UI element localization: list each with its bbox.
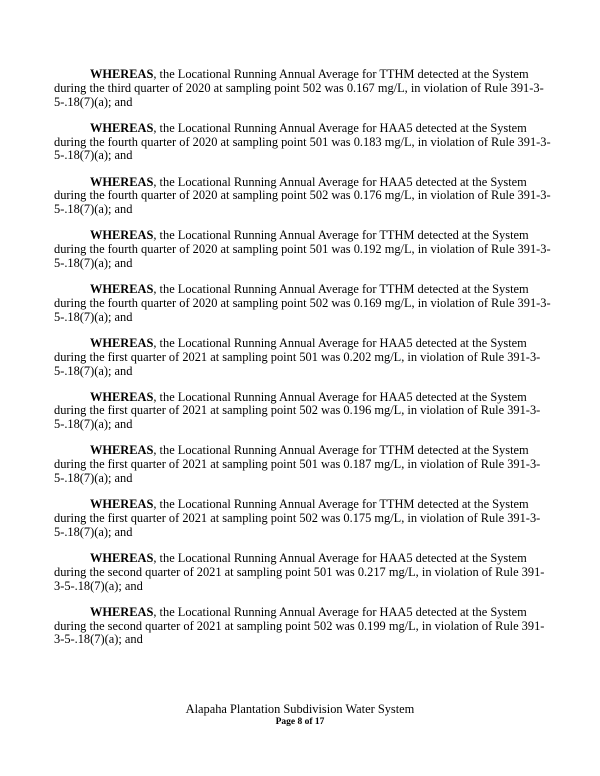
paragraph-text: , the Locational Running Annual Average for HAA5 detected at the System during the first quarter of 2021 at sampling point 502 was 0.196 mg/L, in violation of Rule 391-3-5-.18(7)(a); and bbox=[54, 389, 541, 432]
whereas-paragraph bbox=[54, 444, 554, 485]
whereas-paragraph bbox=[54, 391, 554, 432]
page-footer bbox=[0, 702, 600, 728]
paragraph-text: , the Locational Running Annual Average for HAA5 detected at the System during the fourth quarter of 2020 at sampling point 502 was 0.176 mg/L, in violation of Rule 391-3-5-.18(7)(a); and bbox=[54, 174, 551, 217]
paragraph-text: , the Locational Running Annual Average for TTHM detected at the System during the first quarter of 2021 at sampling point 501 was 0.187 mg/L, in violation of Rule 391-3-5-.18(7)(a); and bbox=[54, 443, 541, 486]
whereas-lead: WHEREAS bbox=[90, 551, 154, 566]
whereas-lead: WHEREAS bbox=[90, 389, 154, 404]
whereas-lead: WHEREAS bbox=[90, 228, 154, 243]
whereas-paragraph bbox=[54, 68, 554, 109]
whereas-paragraph bbox=[54, 337, 554, 378]
whereas-lead: WHEREAS bbox=[90, 120, 154, 135]
whereas-paragraph bbox=[54, 122, 554, 163]
whereas-paragraph bbox=[54, 176, 554, 217]
paragraph-text: , the Locational Running Annual Average for TTHM detected at the System during the fourth quarter of 2020 at sampling point 501 was 0.192 mg/L, in violation of Rule 391-3-5-.18(7)(a); and bbox=[54, 228, 551, 270]
whereas-lead: WHEREAS bbox=[90, 282, 154, 297]
whereas-lead: WHEREAS bbox=[90, 67, 154, 81]
whereas-paragraph bbox=[54, 498, 554, 539]
whereas-lead: WHEREAS bbox=[90, 335, 154, 350]
whereas-paragraph bbox=[54, 229, 554, 270]
paragraph-text: , the Locational Running Annual Average for HAA5 detected at the System during the second quarter of 2021 at sampling point 502 was 0.199 mg/L, in violation of Rule 391-3-5-.18(7)(a); and bbox=[54, 604, 545, 647]
whereas-paragraph bbox=[54, 552, 554, 593]
paragraph-text: , the Locational Running Annual Average for HAA5 detected at the System during the first quarter of 2021 at sampling point 501 was 0.202 mg/L, in violation of Rule 391-3-5-.18(7)(a); and bbox=[54, 335, 541, 378]
whereas-lead: WHEREAS bbox=[90, 497, 154, 512]
document-body bbox=[54, 68, 554, 660]
whereas-lead: WHEREAS bbox=[90, 443, 154, 458]
whereas-paragraph bbox=[54, 606, 554, 647]
paragraph-text: , the Locational Running Annual Average for HAA5 detected at the System during the fourth quarter of 2020 at sampling point 501 was 0.183 mg/L, in violation of Rule 391-3-5-.18(7)(a); and bbox=[54, 120, 551, 163]
footer-title: Alapaha Plantation Subdivision Water System bbox=[185, 702, 415, 716]
paragraph-text: , the Locational Running Annual Average for HAA5 detected at the System during the second quarter of 2021 at sampling point 501 was 0.217 mg/L, in violation of Rule 391-3-5-.18(7)(a); and bbox=[54, 551, 545, 593]
paragraph-text: , the Locational Running Annual Average for TTHM detected at the System during the fourth quarter of 2020 at sampling point 502 was 0.169 mg/L, in violation of Rule 391-3-5-.18(7)(a); and bbox=[54, 282, 551, 324]
paragraph-text: , the Locational Running Annual Average for TTHM detected at the System during the third quarter of 2020 at sampling point 502 was 0.167 mg/L, in violation of Rule 391-3-5-.18(7)(a); and bbox=[54, 67, 544, 109]
whereas-paragraph bbox=[54, 283, 554, 324]
page-number: Page 8 of 17 bbox=[275, 717, 325, 727]
paragraph-text: , the Locational Running Annual Average for TTHM detected at the System during the first quarter of 2021 at sampling point 502 was 0.175 mg/L, in violation of Rule 391-3-5-.18(7)(a); and bbox=[54, 497, 541, 539]
whereas-lead: WHEREAS bbox=[90, 174, 154, 189]
whereas-lead: WHEREAS bbox=[90, 604, 154, 619]
